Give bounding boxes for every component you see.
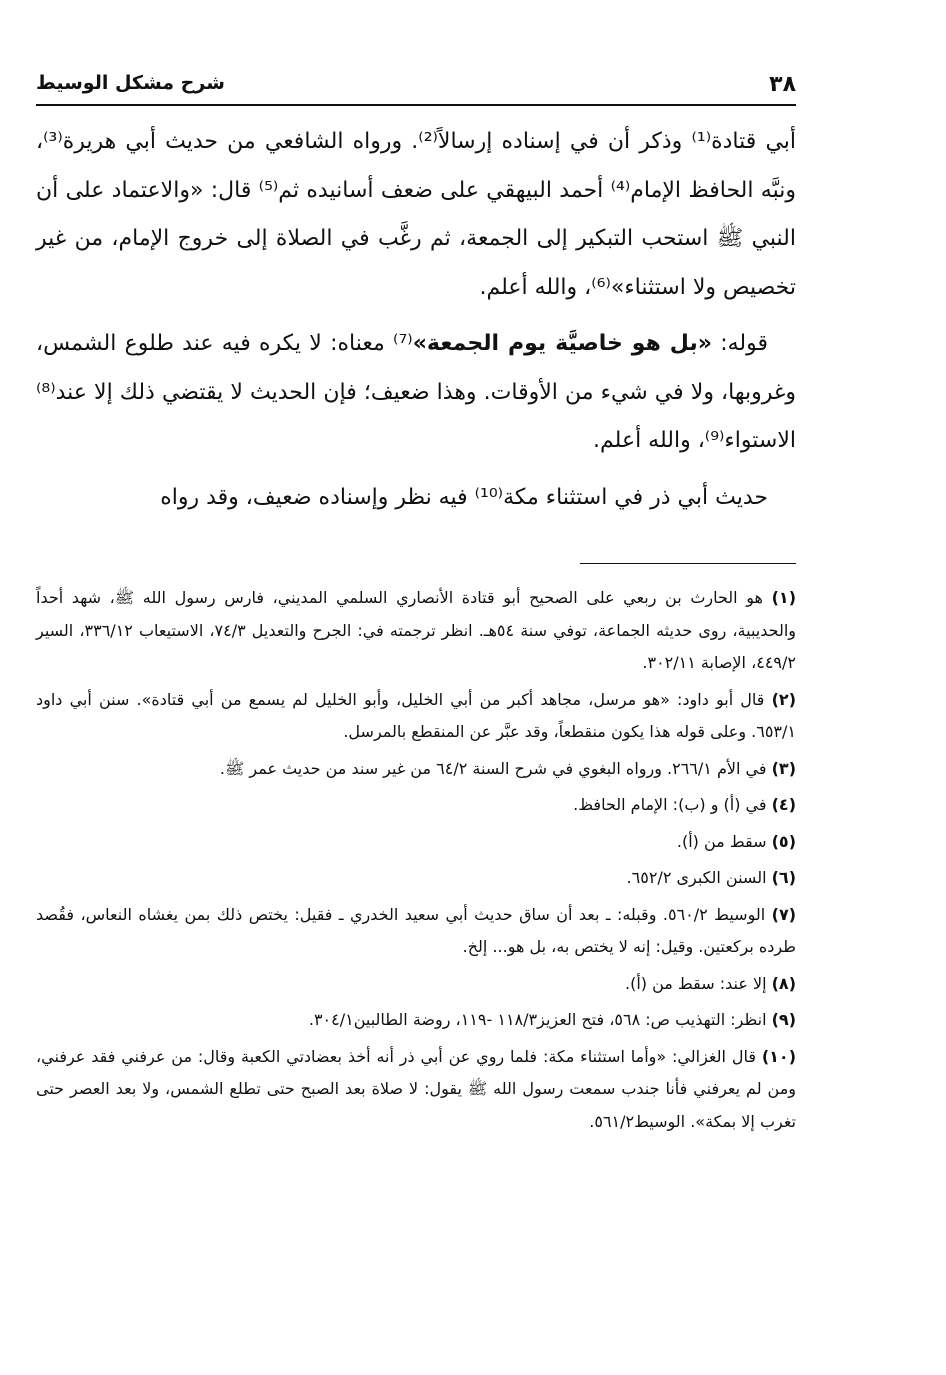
footnote-number: (٧) (771, 904, 797, 924)
page-number: ٣٨ (769, 72, 796, 97)
footnote (36, 1004, 796, 1037)
quoted-phrase: «بل هو خاصيَّة يوم الجمعة» (412, 331, 712, 356)
footnote-number: (٩) (771, 1010, 796, 1029)
footnote-text: إلا عند: سقط من (أ). (624, 973, 767, 993)
main-text (36, 118, 796, 522)
footnote-text: قال أبو داود: «هو مرسل، مجاهد أكبر من أبي الخليل، وأبو الخليل لم يسمع من أبي قتادة». سنن أبي داود ٦٥٣/١. وعلى قوله هذا يكون منقطعاً، وقد عبَّر عن المنقطع بالمرسل. (36, 689, 796, 741)
footnote (36, 899, 796, 964)
page-header (36, 70, 796, 106)
footnote-number: (٥) (771, 831, 796, 851)
footnote (36, 1041, 796, 1139)
footnote-text: سقط من (أ). (676, 831, 767, 851)
paragraph-2 (36, 320, 796, 466)
footnote-text: في الأم ٢٦٦/١. ورواه البغوي في شرح السنة ٦٤/٢ من غير سند من حديث عمر ﷺ. (219, 758, 767, 778)
footnote (36, 684, 796, 749)
footnote-text: هو الحارث بن ربعي على الصحيح أبو قتادة الأنصاري السلمي المديني، فارس رسول الله ﷺ، شهد أحداً والحديبية، روى حديثه الجماعة، توفي سنة ٥٤هـ. انظر ترجمته في: الجرح والتعديل ٧٤/٣، الاستيعاب ٣٣٦/١٢، السير ٤٤٩/٢، الإصابة ٣٠٢/١١. (36, 588, 797, 672)
footnote-text: في (أ) و (ب): الإمام الحافظ. (573, 795, 767, 814)
footnote-text: الوسيط ٥٦٠/٢. وقبله: ـ بعد أن ساق حديث أبي سعيد الخدري ـ فقيل: يختص ذلك بمن يغشاه النعاس، فقُصد طرده بركعتين. وقيل: إنه لا يختص به، بل هو... إلخ. (36, 904, 796, 956)
footnote-text: انظر: التهذيب ص: ٥٦٨، فتح العزيز١١٨/٣ -١١٩، روضة الطالبين٣٠٤/١. (308, 1010, 767, 1029)
footnote (36, 582, 796, 680)
paragraph-1: أبي قتادة⁽¹⁾ وذكر أن في إسناده إرسالاً⁽²⁾. ورواه الشافعي من حديث أبي هريرة⁽³⁾، ونبَّه الحافظ الإمام⁽⁴⁾ أحمد البيهقي على ضعف أسانيده ثم⁽⁵⁾ قال: «والاعتماد على أن النبي ﷺ استحب التبكير إلى الجمعة، ثم رغَّب في الصلاة إلى خروج الإمام، من غير تخصيص ولا استثناء»⁽⁶⁾، والله أعلم. (36, 129, 797, 300)
footnote (36, 826, 796, 859)
footnote-number: (٦) (771, 868, 796, 887)
footnote-text: قال الغزالي: «وأما استثناء مكة: فلما روي عن أبي ذر أنه أخذ بعضادتي الكعبة وقال: من عرفني فقد عرفني، ومن لم يعرفني فأنا جندب سمعت رسول الله ﷺ يقول: لا صلاة بعد الصبح حتى تطلع الشمس، ولا بعد العصر حتى تغرب إلا بمكة». الوسيط٥٦١/٢. (36, 1046, 796, 1131)
footnote (36, 753, 796, 786)
footnote-number: (٢) (771, 689, 796, 709)
footnote-number: (٨) (771, 973, 796, 993)
footnote (36, 862, 796, 895)
footnote-number: (٤) (771, 795, 796, 814)
running-title: شرح مشكل الوسيط (36, 72, 225, 94)
footnote-separator (580, 563, 796, 564)
footnote-number: (١٠) (761, 1046, 796, 1066)
footnotes (36, 582, 796, 1142)
footnote-text: السنن الكبرى ٦٥٢/٢. (626, 868, 767, 887)
footnote-number: (٣) (771, 758, 796, 778)
footnote (36, 968, 796, 1001)
footnote (36, 789, 796, 822)
paragraph-3: حديث أبي ذر في استثناء مكة⁽¹⁰⁾ فيه نظر وإسناده ضعيف، وقد رواه (160, 484, 768, 510)
footnote-number: (١) (771, 588, 796, 607)
paragraph-2-rest: ⁽⁷⁾ معناه: لا يكره فيه عند طلوع الشمس، وغروبها، ولا في شيء من الأوقات. وهذا ضعيف؛ فإن الحديث لا يقتضي ذلك إلا عند⁽⁸⁾ الاستواء⁽⁹⁾، والله أعلم. (36, 331, 796, 453)
paragraph-2-prefix: قوله: (711, 331, 769, 356)
